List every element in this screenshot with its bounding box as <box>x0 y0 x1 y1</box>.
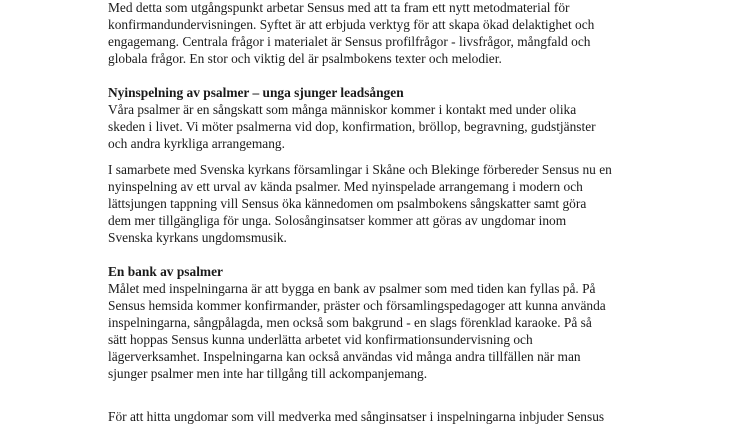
text-line: dem mer tillgängliga för unga. Solosånginsatser kommer att göras av ungdomar inom <box>108 213 567 228</box>
text-line: Våra psalmer är en sångskatt som många människor kommer i kontakt med under olika <box>108 102 577 117</box>
text-line: globala frågor. En stor och viktig del är psalmbokens texter och melodier. <box>108 51 502 66</box>
section-paragraph <box>108 101 728 152</box>
text-line: nyinspelning av ett urval av kända psalmer. Med nyinspelade arrangemang i modern och <box>108 179 583 194</box>
cutoff-text-line: För att hitta ungdomar som vill medverka med sånginsatser i inspelningarna inbjuder Sensus <box>108 409 605 424</box>
section-bank <box>108 263 728 382</box>
section-heading: Nyinspelning av psalmer – unga sjunger leadsången <box>108 85 404 100</box>
text-line: konfirmandundervisningen. Syftet är att erbjuda verktyg för att skapa ökad delaktighet och <box>108 17 595 32</box>
text-line: I samarbete med Svenska kyrkans församlingar i Skåne och Blekinge förbereder Sensus nu en <box>108 162 612 177</box>
section-nyinspelning <box>108 84 728 246</box>
text-line: sjunger psalmer men inte har tillgång till ackompanjemang. <box>108 366 428 381</box>
intro-paragraph <box>108 0 728 67</box>
text-line: Svenska kyrkans ungdomsmusik. <box>108 230 287 245</box>
text-line: Med detta som utgångspunkt arbetar Sensus med att ta fram ett nytt metodmaterial för <box>108 0 570 15</box>
text-line: engagemang. Centrala frågor i materialet är Sensus profilfrågor - livsfrågor, mångfald och <box>108 34 591 49</box>
text-line: och andra kyrkliga arrangemang. <box>108 136 285 151</box>
section-paragraph <box>108 161 728 246</box>
text-line: Målet med inspelningarna är att bygga en bank av psalmer som med tiden kan fyllas på. På <box>108 281 596 296</box>
text-line: lättsjungen tappning vill Sensus öka kännedomen om psalmbokens sångskatter samt göra <box>108 196 587 211</box>
text-line: sätt hoppas Sensus kunna underlätta arbetet vid konfirmationsundervisning och <box>108 332 533 347</box>
text-line: lägerverksamhet. Inspelningarna kan också användas vid många andra tillfällen när man <box>108 349 581 364</box>
text-line: inspelningarna, sångpålagda, men också som bakgrund - en slags förenklad karaoke. På så <box>108 315 592 330</box>
document-body <box>108 0 728 391</box>
text-line: Sensus hemsida kommer konfirmander, präster och församlingspedagoger att kunna använda <box>108 298 606 313</box>
section-paragraph <box>108 280 728 382</box>
text-line: skeden i livet. Vi möter psalmerna vid dop, konfirmation, bröllop, begravning, gudstjänster <box>108 119 596 134</box>
section-heading: En bank av psalmer <box>108 264 223 279</box>
